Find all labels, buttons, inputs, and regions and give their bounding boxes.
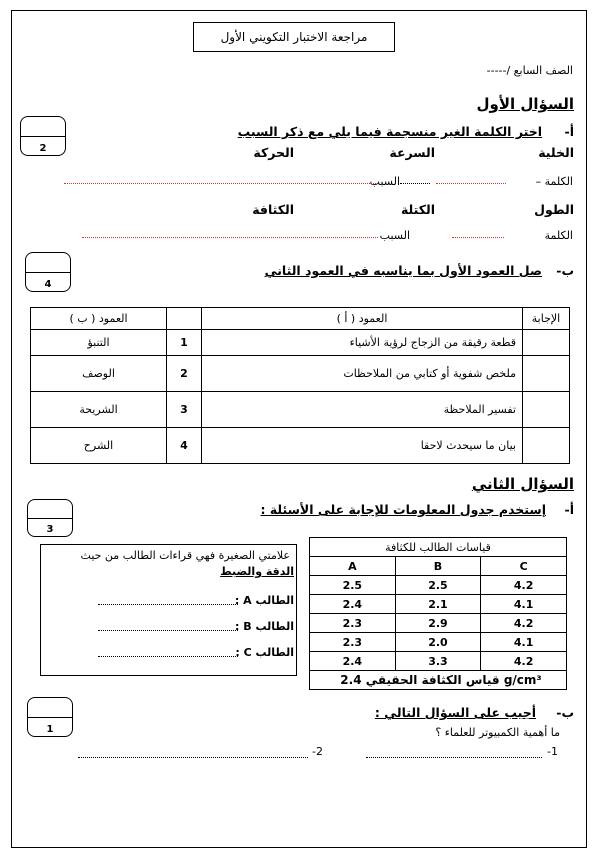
answer-2-label: -2 <box>312 745 323 758</box>
word-answer-line-1[interactable] <box>436 183 506 184</box>
page-title: مراجعة الاختبار التكويني الأول <box>193 22 395 52</box>
density-cell: 2.3 <box>310 614 396 633</box>
true-density-label: قياس الكثافة الحقيقي <box>365 673 500 687</box>
col-a-item: تفسير الملاحظة <box>202 392 523 428</box>
reason-answer-line-2[interactable] <box>82 237 378 238</box>
q2-b-letter: ب- <box>556 705 574 720</box>
student-a-label: الطالب A : <box>234 594 294 607</box>
group2-word-2: الكتلة <box>400 202 435 217</box>
reason-answer-line-1[interactable] <box>64 183 376 184</box>
row-number: 3 <box>167 392 202 428</box>
density-cell: 4.2 <box>481 652 567 671</box>
word-label-1: الكلمة – <box>535 175 573 188</box>
answer-cell[interactable] <box>523 392 570 428</box>
col-a-item: بيان ما سيحدث لاحقا <box>202 428 523 464</box>
q2-a-score-box <box>27 499 73 537</box>
true-density-value: 2.4 g/cm³ <box>340 673 542 687</box>
students-box-emphasis: الدقة والضبط <box>220 565 294 578</box>
q2-a-text: إستخدم جدول المعلومات للإجابة على الأسئلة : <box>260 502 546 517</box>
header-col-b: العمود ( ب ) <box>31 308 167 330</box>
header-num <box>167 308 202 330</box>
students-box-text: علامتي الصغيرة فهي قراءات الطالب من حيث <box>80 549 290 562</box>
row-number: 2 <box>167 356 202 392</box>
q1-heading: السؤال الأول <box>476 95 574 113</box>
grade-line: الصف السابع /----- <box>486 64 573 77</box>
density-cell: 3.3 <box>395 652 481 671</box>
density-table <box>309 537 567 690</box>
col-b-item: الشريحة <box>31 392 167 428</box>
header-answer: الإجابة <box>523 308 570 330</box>
q1-b-text: صل العمود الأول بما يناسبه في العمود الثاني <box>264 263 542 278</box>
q1-a-letter: أ- <box>564 124 574 139</box>
answer-cell[interactable] <box>523 330 570 356</box>
answer-cell[interactable] <box>523 356 570 392</box>
row-number: 4 <box>167 428 202 464</box>
density-col-a: A <box>310 557 396 576</box>
group1-word-2: السرعة <box>389 145 435 160</box>
density-cell: 2.5 <box>395 576 481 595</box>
q1-a-score-box <box>20 116 66 156</box>
density-cell: 2.4 <box>310 595 396 614</box>
density-cell: 4.1 <box>481 595 567 614</box>
density-cell: 4.2 <box>481 614 567 633</box>
student-c-answer[interactable] <box>98 656 238 657</box>
q1-a-score: 2 <box>39 143 47 154</box>
col-a-item: قطعة رقيقة من الزجاج لرؤية الأشياء <box>202 330 523 356</box>
answer-2-line[interactable] <box>78 757 308 758</box>
reason-dots-1 <box>400 183 430 184</box>
word-label-2: الكلمة <box>544 229 573 242</box>
density-cell: 2.9 <box>395 614 481 633</box>
density-cell: 2.1 <box>395 595 481 614</box>
student-c-label: الطالب C : <box>235 646 294 659</box>
q1-b-score-box <box>25 252 71 292</box>
student-b-label: الطالب B : <box>235 620 294 633</box>
group1-word-3: الحركة <box>253 145 294 160</box>
q2-a-letter: أ- <box>564 502 574 517</box>
group1-word-1: الخلية <box>538 145 574 160</box>
group2-word-1: الطول <box>534 202 574 217</box>
group2-word-3: الكثافة <box>252 202 294 217</box>
q2-b-question: ما أهمية الكمبيوتر للعلماء ؟ <box>435 726 560 739</box>
row-number: 1 <box>167 330 202 356</box>
answer-cell[interactable] <box>523 428 570 464</box>
density-col-c: C <box>481 557 567 576</box>
answer-1-label: -1 <box>547 745 558 758</box>
density-cell: 4.1 <box>481 633 567 652</box>
density-cell: 2.5 <box>310 576 396 595</box>
q2-heading: السؤال الثاني <box>471 475 574 493</box>
density-cell: 2.3 <box>310 633 396 652</box>
student-b-answer[interactable] <box>98 630 238 631</box>
header-col-a: العمود ( أ ) <box>202 308 523 330</box>
density-col-b: B <box>395 557 481 576</box>
col-b-item: الشرح <box>31 428 167 464</box>
q2-a-score: 3 <box>46 524 54 535</box>
col-b-item: التنبؤ <box>31 330 167 356</box>
q1-a-text: اختر الكلمة الغير منسجمة فيما يلي مع ذكر السبب <box>237 124 542 139</box>
reason-label-1: السبب <box>369 175 400 188</box>
col-a-item: ملخص شفوية أو كتابي من الملاحظات <box>202 356 523 392</box>
col-b-item: الوصف <box>31 356 167 392</box>
density-table-title: قياسات الطالب للكثافة <box>310 538 567 557</box>
q1-b-score: 4 <box>44 279 52 290</box>
density-cell: 2.4 <box>310 652 396 671</box>
reason-label-2: السبب <box>379 229 410 242</box>
answer-1-line[interactable] <box>366 757 542 758</box>
matching-table <box>30 307 570 464</box>
density-cell: 2.0 <box>395 633 481 652</box>
student-a-answer[interactable] <box>98 604 238 605</box>
q2-b-score: 1 <box>46 724 54 735</box>
density-cell: 4.2 <box>481 576 567 595</box>
q2-b-text: أجيب على السؤال التالي : <box>374 705 536 720</box>
word-answer-line-2[interactable] <box>452 237 504 238</box>
q1-b-letter: ب- <box>556 263 574 278</box>
q2-b-score-box <box>27 697 73 737</box>
